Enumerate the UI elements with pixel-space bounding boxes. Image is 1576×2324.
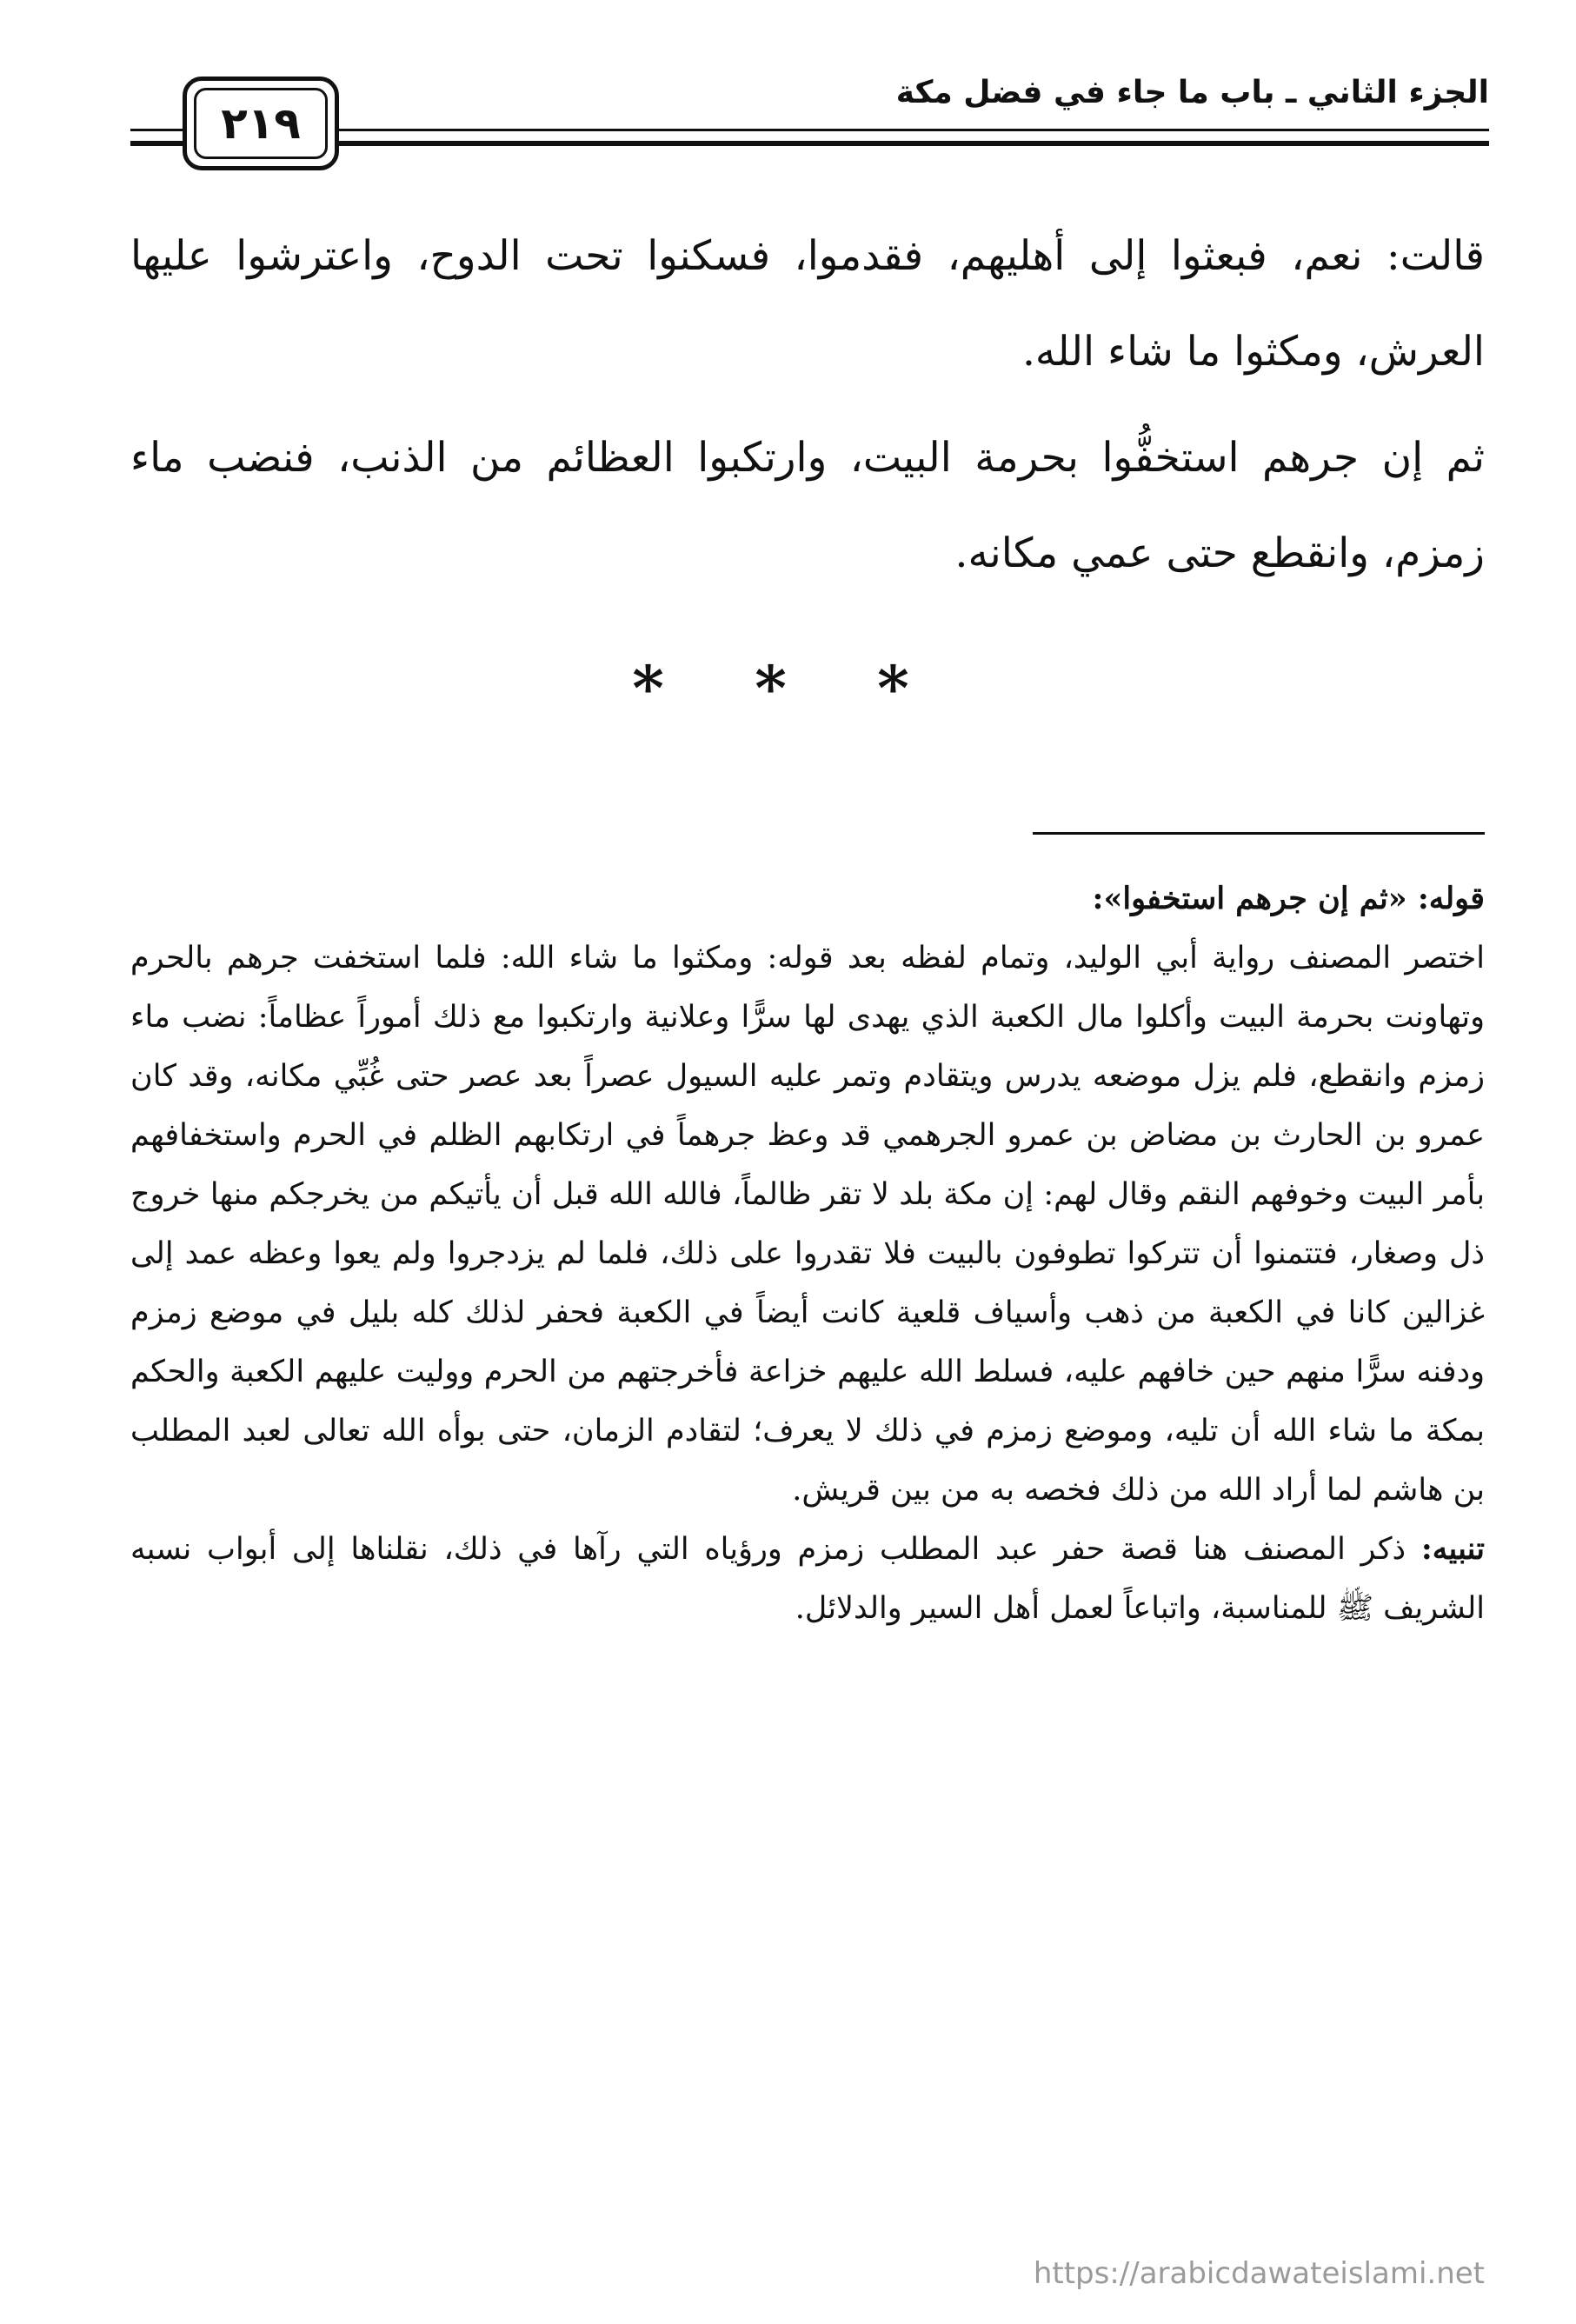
running-title: الجزء الثاني ـ باب ما جاء في فضل مكة (895, 75, 1489, 110)
watermark-url: https://arabicdawateislami.net (1033, 2256, 1485, 2291)
tanbih-note (130, 1520, 1485, 1638)
main-text-block-2 (130, 410, 1485, 602)
page-number: ٢١٩ (194, 88, 328, 159)
footnote-rule (1033, 832, 1485, 835)
commentary-lead: قوله: «ثم إن جرهم استخفوا»: (1092, 881, 1485, 916)
commentary-body: اختصر المصنف رواية أبي الوليد، وتمام لفظه بعد قوله: ومكثوا ما شاء الله: فلما استخفت جرهم بالحرم وتهاونت بحرمة البيت وأكلوا مال الكعبة الذي يهدى لها سرًّا وعلانية وارتكبوا مع ذلك أموراً عظاماً: نضب ماء زمزم وانقطع، فلم يزل موضعه يدرس ويتقادم وتمر عليه السيول عصراً بعد عصر حتى غُبِّي مكانه، وقد كان عمرو بن الحارث بن مضاض بن عمرو الجرهمي قد وعظ جرهماً في ارتكابهم الظلم في الحرم واستخفافهم بأمر البيت وخوفهم النقم وقال لهم: إن مكة بلد لا تقر ظالماً، فالله الله قبل أن يأتيكم من يخرجكم منها خروج ذل وصغار، فتتمنوا أن تتركوا تطوفون بالبيت فلا تقدروا على ذلك، فلما لم يزدجروا ولم يعوا وعظه عمد إلى غزالين كانا في الكعبة من ذهب وأسياف قلعية كانت أيضاً في الكعبة فحفر لذلك كله بليل في موضع زمزم ودفنه سرًّا منهم حين خافهم عليه، فسلط الله عليهم خزاعة فأخرجتهم من الحرم ووليت عليهم الكعبة والحكم بمكة ما شاء الله أن تليه، وموضع زمزم في ذلك لا يعرف؛ لتقادم الزمان، حتى بوأه الله تعالى لعبد المطلب بن هاشم لما أراد الله من ذلك فخصه به من بين قريش. (130, 941, 1485, 1508)
main-paragraph: قالت: نعم، فبعثوا إلى أهليهم، فقدموا، فسكنوا تحت الدوح، واعترشوا عليها العرش، ومكثوا ما شاء الله. (130, 232, 1485, 376)
main-text-block-1 (130, 209, 1485, 400)
section-separator: * * * (632, 652, 944, 724)
tanbih-label: تنبيه: (1420, 1531, 1485, 1567)
page-number-frame (183, 77, 339, 170)
tanbih-body: ذكر المصنف هنا قصة حفر عبد المطلب زمزم ورؤياه التي رآها في ذلك، نقلناها إلى أبواب نسبه الشريف ﷺ للمناسبة، واتباعاً لعمل أهل السير والدلائل. (130, 1532, 1485, 1626)
commentary-block (130, 869, 1485, 1638)
main-paragraph: ثم إن جرهم استخفُّوا بحرمة البيت، وارتكبوا العظائم من الذنب، فنضب ماء زمزم، وانقطع حتى عمي مكانه. (130, 434, 1485, 577)
